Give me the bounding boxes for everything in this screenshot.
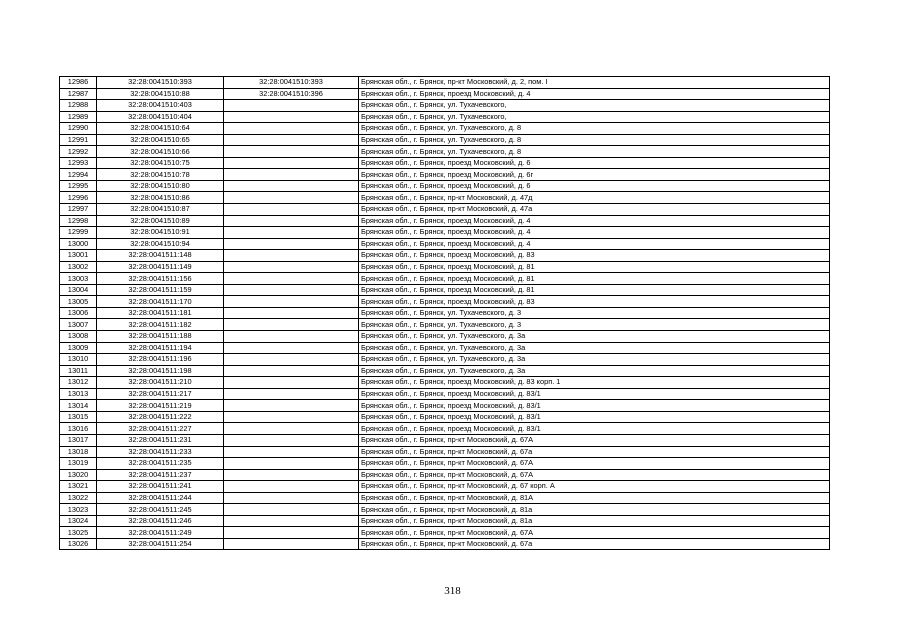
address-cell: Брянская обл., г. Брянск, ул. Тухачевского, д. 3а	[359, 342, 830, 354]
row-number-cell: 12998	[60, 215, 97, 227]
cadastral-number-cell: 32:28:0041511:237	[97, 469, 224, 481]
address-cell: Брянская обл., г. Брянск, проезд Московский, д. 4	[359, 227, 830, 239]
parent-cadastral-number-cell	[224, 458, 359, 470]
parent-cadastral-number-cell	[224, 157, 359, 169]
row-number-cell: 12997	[60, 204, 97, 216]
cadastral-number-cell: 32:28:0041510:86	[97, 192, 224, 204]
property-registry-table	[59, 76, 830, 550]
row-number-cell: 13012	[60, 377, 97, 389]
cadastral-number-cell: 32:28:0041510:75	[97, 157, 224, 169]
parent-cadastral-number-cell	[224, 261, 359, 273]
table-row	[60, 377, 830, 389]
table-row	[60, 88, 830, 100]
table-row	[60, 469, 830, 481]
parent-cadastral-number-cell	[224, 180, 359, 192]
table-row	[60, 307, 830, 319]
parent-cadastral-number-cell	[224, 527, 359, 539]
parent-cadastral-number-cell	[224, 307, 359, 319]
table-row	[60, 261, 830, 273]
row-number-cell: 13007	[60, 319, 97, 331]
parent-cadastral-number-cell	[224, 215, 359, 227]
row-number-cell: 12991	[60, 134, 97, 146]
row-number-cell: 13006	[60, 307, 97, 319]
table-row	[60, 342, 830, 354]
cadastral-number-cell: 32:28:0041511:227	[97, 423, 224, 435]
address-cell: Брянская обл., г. Брянск, пр-кт Московский, д. 47д	[359, 192, 830, 204]
parent-cadastral-number-cell	[224, 250, 359, 262]
cadastral-number-cell: 32:28:0041511:194	[97, 342, 224, 354]
table-row	[60, 192, 830, 204]
table-row	[60, 515, 830, 527]
table-row	[60, 123, 830, 135]
cadastral-number-cell: 32:28:0041511:188	[97, 331, 224, 343]
address-cell: Брянская обл., г. Брянск, проезд Московский, д. 83 корп. 1	[359, 377, 830, 389]
row-number-cell: 13019	[60, 458, 97, 470]
page-number: 318	[444, 585, 461, 597]
row-number-cell: 13010	[60, 354, 97, 366]
parent-cadastral-number-cell	[224, 204, 359, 216]
parent-cadastral-number-cell	[224, 492, 359, 504]
parent-cadastral-number-cell	[224, 388, 359, 400]
cadastral-number-cell: 32:28:0041510:66	[97, 146, 224, 158]
address-cell: Брянская обл., г. Брянск, ул. Тухачевского, д. 3	[359, 319, 830, 331]
row-number-cell: 12996	[60, 192, 97, 204]
row-number-cell: 13016	[60, 423, 97, 435]
row-number-cell: 13001	[60, 250, 97, 262]
row-number-cell: 13015	[60, 411, 97, 423]
address-cell: Брянская обл., г. Брянск, пр-кт Московский, д. 2, пом. I	[359, 77, 830, 89]
parent-cadastral-number-cell	[224, 192, 359, 204]
cadastral-number-cell: 32:28:0041510:94	[97, 238, 224, 250]
row-number-cell: 13009	[60, 342, 97, 354]
address-cell: Брянская обл., г. Брянск, проезд Московский, д. 4	[359, 215, 830, 227]
cadastral-number-cell: 32:28:0041510:80	[97, 180, 224, 192]
address-cell: Брянская обл., г. Брянск, проезд Московский, д. 6	[359, 157, 830, 169]
row-number-cell: 12995	[60, 180, 97, 192]
row-number-cell: 12988	[60, 100, 97, 112]
row-number-cell: 13023	[60, 504, 97, 516]
cadastral-number-cell: 32:28:0041511:217	[97, 388, 224, 400]
parent-cadastral-number-cell	[224, 342, 359, 354]
cadastral-number-cell: 32:28:0041510:65	[97, 134, 224, 146]
table-row	[60, 527, 830, 539]
row-number-cell: 13013	[60, 388, 97, 400]
parent-cadastral-number-cell	[224, 365, 359, 377]
address-cell: Брянская обл., г. Брянск, пр-кт Московский, д. 67а	[359, 446, 830, 458]
row-number-cell: 12987	[60, 88, 97, 100]
table-row	[60, 400, 830, 412]
address-cell: Брянская обл., г. Брянск, пр-кт Московский, д. 67А	[359, 527, 830, 539]
row-number-cell: 12994	[60, 169, 97, 181]
parent-cadastral-number-cell	[224, 538, 359, 550]
parent-cadastral-number-cell	[224, 481, 359, 493]
address-cell: Брянская обл., г. Брянск, ул. Тухачевского,	[359, 111, 830, 123]
parent-cadastral-number-cell: 32:28:0041510:396	[224, 88, 359, 100]
parent-cadastral-number-cell	[224, 238, 359, 250]
row-number-cell: 13014	[60, 400, 97, 412]
parent-cadastral-number-cell: 32:28:0041510:393	[224, 77, 359, 89]
address-cell: Брянская обл., г. Брянск, пр-кт Московский, д. 67А	[359, 469, 830, 481]
cadastral-number-cell: 32:28:0041511:170	[97, 296, 224, 308]
cadastral-number-cell: 32:28:0041511:181	[97, 307, 224, 319]
table-row	[60, 538, 830, 550]
parent-cadastral-number-cell	[224, 469, 359, 481]
parent-cadastral-number-cell	[224, 504, 359, 516]
row-number-cell: 13011	[60, 365, 97, 377]
parent-cadastral-number-cell	[224, 273, 359, 285]
registry-table-body	[60, 77, 830, 550]
parent-cadastral-number-cell	[224, 100, 359, 112]
table-row	[60, 273, 830, 285]
cadastral-number-cell: 32:28:0041511:196	[97, 354, 224, 366]
parent-cadastral-number-cell	[224, 146, 359, 158]
parent-cadastral-number-cell	[224, 319, 359, 331]
parent-cadastral-number-cell	[224, 331, 359, 343]
table-row	[60, 411, 830, 423]
table-row	[60, 446, 830, 458]
row-number-cell: 13026	[60, 538, 97, 550]
table-row	[60, 492, 830, 504]
address-cell: Брянская обл., г. Брянск, проезд Московский, д. 83	[359, 250, 830, 262]
address-cell: Брянская обл., г. Брянск, проезд Московский, д. 4	[359, 88, 830, 100]
parent-cadastral-number-cell	[224, 515, 359, 527]
table-row	[60, 169, 830, 181]
address-cell: Брянская обл., г. Брянск, проезд Московский, д. 81	[359, 284, 830, 296]
table-row	[60, 215, 830, 227]
table-row	[60, 250, 830, 262]
table-row	[60, 388, 830, 400]
parent-cadastral-number-cell	[224, 411, 359, 423]
cadastral-number-cell: 32:28:0041510:91	[97, 227, 224, 239]
row-number-cell: 12999	[60, 227, 97, 239]
cadastral-number-cell: 32:28:0041510:87	[97, 204, 224, 216]
table-row	[60, 481, 830, 493]
address-cell: Брянская обл., г. Брянск, ул. Тухачевского, д. 3а	[359, 365, 830, 377]
address-cell: Брянская обл., г. Брянск, ул. Тухачевского, д. 3а	[359, 354, 830, 366]
row-number-cell: 13005	[60, 296, 97, 308]
table-row	[60, 111, 830, 123]
table-row	[60, 100, 830, 112]
cadastral-number-cell: 32:28:0041511:210	[97, 377, 224, 389]
table-row	[60, 296, 830, 308]
row-number-cell: 13018	[60, 446, 97, 458]
row-number-cell: 13017	[60, 434, 97, 446]
table-row	[60, 458, 830, 470]
cadastral-number-cell: 32:28:0041511:231	[97, 434, 224, 446]
row-number-cell: 13003	[60, 273, 97, 285]
table-row	[60, 319, 830, 331]
table-row	[60, 157, 830, 169]
address-cell: Брянская обл., г. Брянск, ул. Тухачевского, д. 8	[359, 134, 830, 146]
parent-cadastral-number-cell	[224, 423, 359, 435]
cadastral-number-cell: 32:28:0041510:78	[97, 169, 224, 181]
row-number-cell: 13000	[60, 238, 97, 250]
parent-cadastral-number-cell	[224, 377, 359, 389]
address-cell: Брянская обл., г. Брянск, ул. Тухачевского, д. 3а	[359, 331, 830, 343]
cadastral-number-cell: 32:28:0041511:245	[97, 504, 224, 516]
cadastral-number-cell: 32:28:0041511:148	[97, 250, 224, 262]
row-number-cell: 12989	[60, 111, 97, 123]
row-number-cell: 13021	[60, 481, 97, 493]
table-row	[60, 284, 830, 296]
address-cell: Брянская обл., г. Брянск, проезд Московский, д. 6г	[359, 169, 830, 181]
cadastral-number-cell: 32:28:0041510:88	[97, 88, 224, 100]
address-cell: Брянская обл., г. Брянск, пр-кт Московский, д. 67А	[359, 434, 830, 446]
row-number-cell: 12992	[60, 146, 97, 158]
row-number-cell: 13024	[60, 515, 97, 527]
address-cell: Брянская обл., г. Брянск, пр-кт Московский, д. 81а	[359, 504, 830, 516]
table-row	[60, 238, 830, 250]
cadastral-number-cell: 32:28:0041511:149	[97, 261, 224, 273]
address-cell: Брянская обл., г. Брянск, проезд Московский, д. 81	[359, 273, 830, 285]
table-row	[60, 146, 830, 158]
address-cell: Брянская обл., г. Брянск, проезд Московский, д. 83	[359, 296, 830, 308]
parent-cadastral-number-cell	[224, 400, 359, 412]
cadastral-number-cell: 32:28:0041510:393	[97, 77, 224, 89]
cadastral-number-cell: 32:28:0041511:159	[97, 284, 224, 296]
address-cell: Брянская обл., г. Брянск, ул. Тухачевского,	[359, 100, 830, 112]
cadastral-number-cell: 32:28:0041511:246	[97, 515, 224, 527]
cadastral-number-cell: 32:28:0041511:249	[97, 527, 224, 539]
parent-cadastral-number-cell	[224, 123, 359, 135]
cadastral-number-cell: 32:28:0041511:233	[97, 446, 224, 458]
row-number-cell: 13008	[60, 331, 97, 343]
parent-cadastral-number-cell	[224, 354, 359, 366]
cadastral-number-cell: 32:28:0041510:403	[97, 100, 224, 112]
address-cell: Брянская обл., г. Брянск, ул. Тухачевского, д. 3	[359, 307, 830, 319]
address-cell: Брянская обл., г. Брянск, пр-кт Московский, д. 67а	[359, 538, 830, 550]
table-row	[60, 180, 830, 192]
row-number-cell: 13022	[60, 492, 97, 504]
cadastral-number-cell: 32:28:0041510:64	[97, 123, 224, 135]
table-row	[60, 365, 830, 377]
cadastral-number-cell: 32:28:0041511:241	[97, 481, 224, 493]
table-row	[60, 354, 830, 366]
parent-cadastral-number-cell	[224, 284, 359, 296]
table-row	[60, 423, 830, 435]
row-number-cell: 12990	[60, 123, 97, 135]
row-number-cell: 12986	[60, 77, 97, 89]
table-row	[60, 204, 830, 216]
parent-cadastral-number-cell	[224, 446, 359, 458]
cadastral-number-cell: 32:28:0041511:254	[97, 538, 224, 550]
address-cell: Брянская обл., г. Брянск, проезд Московский, д. 83/1	[359, 411, 830, 423]
row-number-cell: 13004	[60, 284, 97, 296]
address-cell: Брянская обл., г. Брянск, проезд Московский, д. 4	[359, 238, 830, 250]
table-row	[60, 434, 830, 446]
cadastral-number-cell: 32:28:0041511:219	[97, 400, 224, 412]
cadastral-number-cell: 32:28:0041511:244	[97, 492, 224, 504]
parent-cadastral-number-cell	[224, 169, 359, 181]
row-number-cell: 13025	[60, 527, 97, 539]
cadastral-number-cell: 32:28:0041510:89	[97, 215, 224, 227]
address-cell: Брянская обл., г. Брянск, ул. Тухачевского, д. 8	[359, 146, 830, 158]
table-row	[60, 331, 830, 343]
cadastral-number-cell: 32:28:0041511:235	[97, 458, 224, 470]
row-number-cell: 13002	[60, 261, 97, 273]
cadastral-number-cell: 32:28:0041511:182	[97, 319, 224, 331]
parent-cadastral-number-cell	[224, 227, 359, 239]
address-cell: Брянская обл., г. Брянск, проезд Московский, д. 83/1	[359, 423, 830, 435]
table-row	[60, 77, 830, 89]
table-row	[60, 134, 830, 146]
parent-cadastral-number-cell	[224, 111, 359, 123]
parent-cadastral-number-cell	[224, 434, 359, 446]
table-row	[60, 227, 830, 239]
address-cell: Брянская обл., г. Брянск, проезд Московский, д. 81	[359, 261, 830, 273]
address-cell: Брянская обл., г. Брянск, проезд Московский, д. 83/1	[359, 388, 830, 400]
row-number-cell: 13020	[60, 469, 97, 481]
cadastral-number-cell: 32:28:0041511:222	[97, 411, 224, 423]
address-cell: Брянская обл., г. Брянск, ул. Тухачевского, д. 8	[359, 123, 830, 135]
cadastral-number-cell: 32:28:0041511:156	[97, 273, 224, 285]
address-cell: Брянская обл., г. Брянск, проезд Московский, д. 83/1	[359, 400, 830, 412]
parent-cadastral-number-cell	[224, 134, 359, 146]
address-cell: Брянская обл., г. Брянск, пр-кт Московский, д. 81А	[359, 492, 830, 504]
address-cell: Брянская обл., г. Брянск, пр-кт Московский, д. 67А	[359, 458, 830, 470]
address-cell: Брянская обл., г. Брянск, пр-кт Московский, д. 47а	[359, 204, 830, 216]
address-cell: Брянская обл., г. Брянск, проезд Московский, д. 6	[359, 180, 830, 192]
row-number-cell: 12993	[60, 157, 97, 169]
cadastral-number-cell: 32:28:0041510:404	[97, 111, 224, 123]
address-cell: Брянская обл., г. Брянск, пр-кт Московский, д. 81а	[359, 515, 830, 527]
table-row	[60, 504, 830, 516]
parent-cadastral-number-cell	[224, 296, 359, 308]
address-cell: Брянская обл., г. Брянск, пр-кт Московский, д. 67 корп. А	[359, 481, 830, 493]
cadastral-number-cell: 32:28:0041511:198	[97, 365, 224, 377]
